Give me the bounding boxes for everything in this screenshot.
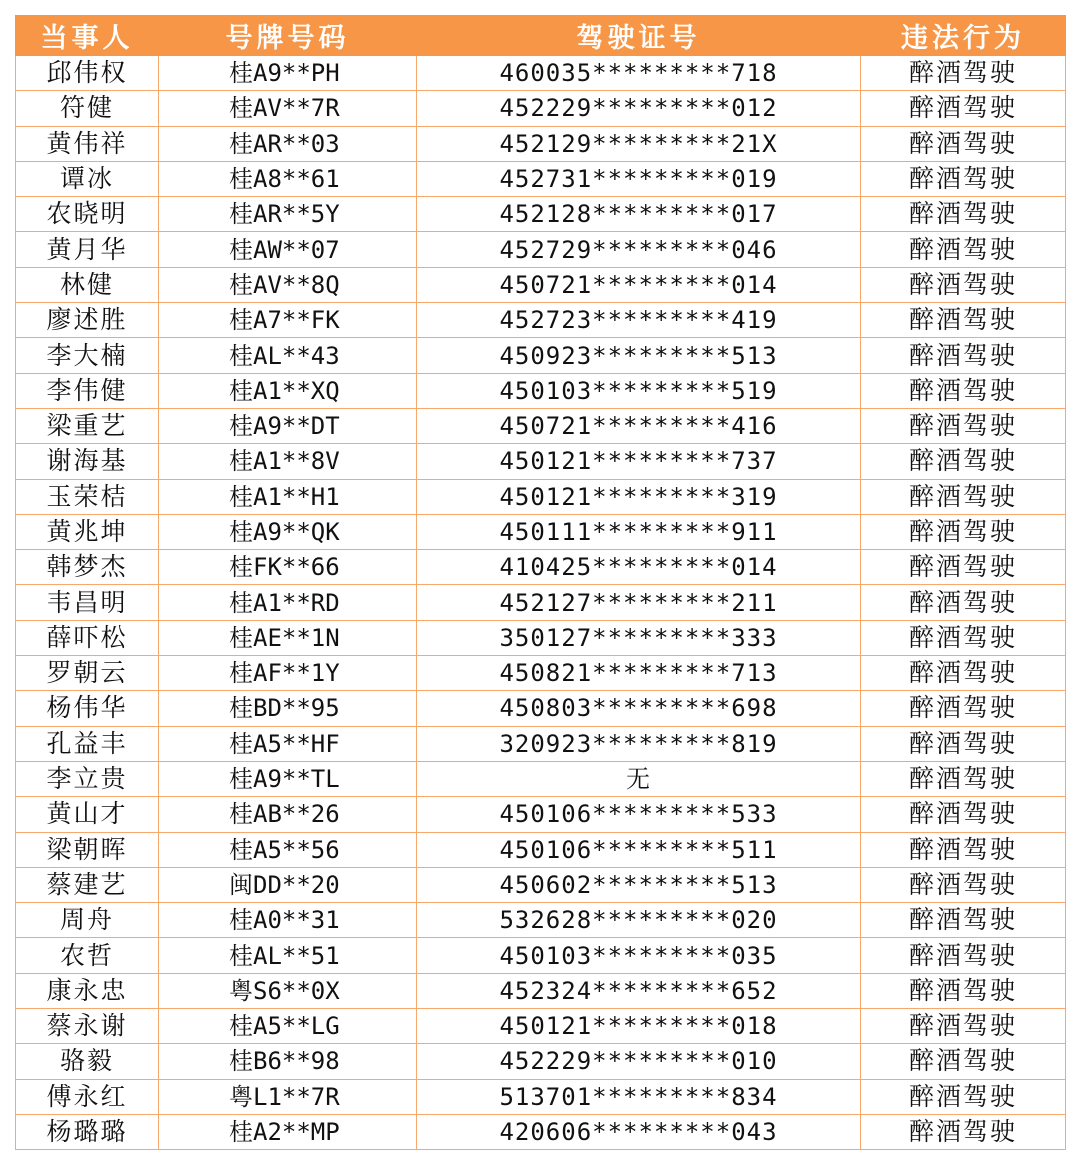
plate-number-cell: 桂A9**DT	[159, 408, 417, 443]
license-number-cell: 320923*********819	[417, 726, 861, 761]
violation-cell: 醉酒驾驶	[861, 126, 1066, 161]
table-row	[16, 408, 1066, 443]
violation-cell: 醉酒驾驶	[861, 938, 1066, 973]
plate-number-cell: 桂AR**03	[159, 126, 417, 161]
violation-cell: 醉酒驾驶	[861, 444, 1066, 479]
license-number-cell: 452129*********21X	[417, 126, 861, 161]
plate-number-cell: 桂AF**1Y	[159, 656, 417, 691]
license-number-cell: 450106*********511	[417, 832, 861, 867]
party-name-cell: 谢海基	[16, 444, 159, 479]
party-name-cell: 傅永红	[16, 1079, 159, 1114]
table-row	[16, 903, 1066, 938]
violation-cell: 醉酒驾驶	[861, 797, 1066, 832]
header-party: 当事人	[16, 16, 159, 56]
plate-number-cell: 桂A5**56	[159, 832, 417, 867]
table-header	[16, 16, 1066, 56]
plate-number-cell: 桂A1**8V	[159, 444, 417, 479]
license-number-cell: 452128*********017	[417, 197, 861, 232]
license-number-cell: 513701*********834	[417, 1079, 861, 1114]
party-name-cell: 薛吓松	[16, 620, 159, 655]
violation-cell: 醉酒驾驶	[861, 691, 1066, 726]
party-name-cell: 骆毅	[16, 1044, 159, 1079]
plate-number-cell: 桂A0**31	[159, 903, 417, 938]
violation-cell: 醉酒驾驶	[861, 550, 1066, 585]
table-row	[16, 691, 1066, 726]
license-number-cell: 无	[417, 761, 861, 796]
violation-cell: 醉酒驾驶	[861, 197, 1066, 232]
table-row	[16, 1079, 1066, 1114]
license-number-cell: 450923*********513	[417, 338, 861, 373]
table-row	[16, 761, 1066, 796]
party-name-cell: 黄山才	[16, 797, 159, 832]
license-number-cell: 450121*********319	[417, 479, 861, 514]
table-row	[16, 91, 1066, 126]
plate-number-cell: 粤S6**0X	[159, 973, 417, 1008]
plate-number-cell: 桂AB**26	[159, 797, 417, 832]
plate-number-cell: 粤L1**7R	[159, 1079, 417, 1114]
table-row	[16, 550, 1066, 585]
table-row	[16, 726, 1066, 761]
table-row	[16, 938, 1066, 973]
party-name-cell: 李伟健	[16, 373, 159, 408]
license-number-cell: 450602*********513	[417, 867, 861, 902]
violation-cell: 醉酒驾驶	[861, 656, 1066, 691]
table-row	[16, 797, 1066, 832]
table-row	[16, 832, 1066, 867]
table-row	[16, 585, 1066, 620]
party-name-cell: 邱伟权	[16, 56, 159, 91]
party-name-cell: 农哲	[16, 938, 159, 973]
plate-number-cell: 闽DD**20	[159, 867, 417, 902]
header-license-number: 驾驶证号	[417, 16, 861, 56]
violation-cell: 醉酒驾驶	[861, 585, 1066, 620]
table-row	[16, 479, 1066, 514]
party-name-cell: 周舟	[16, 903, 159, 938]
table-row	[16, 303, 1066, 338]
license-number-cell: 450103*********035	[417, 938, 861, 973]
violation-cell: 醉酒驾驶	[861, 832, 1066, 867]
party-name-cell: 林健	[16, 267, 159, 302]
table-row	[16, 514, 1066, 549]
table-row	[16, 620, 1066, 655]
violation-cell: 醉酒驾驶	[861, 56, 1066, 91]
drunk-driving-violations-table	[15, 15, 1066, 1150]
violation-cell: 醉酒驾驶	[861, 232, 1066, 267]
violation-cell: 醉酒驾驶	[861, 761, 1066, 796]
party-name-cell: 农晓明	[16, 197, 159, 232]
table-row	[16, 1044, 1066, 1079]
plate-number-cell: 桂A1**H1	[159, 479, 417, 514]
violation-cell: 醉酒驾驶	[861, 479, 1066, 514]
violation-cell: 醉酒驾驶	[861, 867, 1066, 902]
plate-number-cell: 桂BD**95	[159, 691, 417, 726]
header-plate-number: 号牌号码	[159, 16, 417, 56]
plate-number-cell: 桂A1**XQ	[159, 373, 417, 408]
plate-number-cell: 桂A2**MP	[159, 1114, 417, 1149]
table-row	[16, 56, 1066, 91]
plate-number-cell: 桂FK**66	[159, 550, 417, 585]
license-number-cell: 452729*********046	[417, 232, 861, 267]
table-row	[16, 373, 1066, 408]
license-number-cell: 452229*********012	[417, 91, 861, 126]
plate-number-cell: 桂A8**61	[159, 161, 417, 196]
plate-number-cell: 桂AV**8Q	[159, 267, 417, 302]
table-row	[16, 126, 1066, 161]
license-number-cell: 532628*********020	[417, 903, 861, 938]
party-name-cell: 杨伟华	[16, 691, 159, 726]
violation-cell: 醉酒驾驶	[861, 1009, 1066, 1044]
party-name-cell: 黄月华	[16, 232, 159, 267]
table-row	[16, 232, 1066, 267]
violation-cell: 醉酒驾驶	[861, 338, 1066, 373]
party-name-cell: 康永忠	[16, 973, 159, 1008]
license-number-cell: 350127*********333	[417, 620, 861, 655]
table-row	[16, 338, 1066, 373]
table-row	[16, 1009, 1066, 1044]
plate-number-cell: 桂A5**LG	[159, 1009, 417, 1044]
violation-cell: 醉酒驾驶	[861, 91, 1066, 126]
party-name-cell: 蔡建艺	[16, 867, 159, 902]
violations-table-container	[15, 15, 1065, 1150]
table-row	[16, 267, 1066, 302]
plate-number-cell: 桂A9**PH	[159, 56, 417, 91]
license-number-cell: 450103*********519	[417, 373, 861, 408]
party-name-cell: 韦昌明	[16, 585, 159, 620]
plate-number-cell: 桂A5**HF	[159, 726, 417, 761]
license-number-cell: 452324*********652	[417, 973, 861, 1008]
license-number-cell: 450106*********533	[417, 797, 861, 832]
violation-cell: 醉酒驾驶	[861, 1044, 1066, 1079]
party-name-cell: 李立贵	[16, 761, 159, 796]
table-row	[16, 161, 1066, 196]
table-row	[16, 1114, 1066, 1149]
party-name-cell: 韩梦杰	[16, 550, 159, 585]
plate-number-cell: 桂A9**TL	[159, 761, 417, 796]
plate-number-cell: 桂AW**07	[159, 232, 417, 267]
license-number-cell: 452723*********419	[417, 303, 861, 338]
party-name-cell: 符健	[16, 91, 159, 126]
header-row	[16, 16, 1066, 56]
violation-cell: 醉酒驾驶	[861, 161, 1066, 196]
party-name-cell: 黄兆坤	[16, 514, 159, 549]
party-name-cell: 梁重艺	[16, 408, 159, 443]
plate-number-cell: 桂B6**98	[159, 1044, 417, 1079]
license-number-cell: 450821*********713	[417, 656, 861, 691]
license-number-cell: 452731*********019	[417, 161, 861, 196]
plate-number-cell: 桂A1**RD	[159, 585, 417, 620]
party-name-cell: 李大楠	[16, 338, 159, 373]
plate-number-cell: 桂AV**7R	[159, 91, 417, 126]
plate-number-cell: 桂A9**QK	[159, 514, 417, 549]
violation-cell: 醉酒驾驶	[861, 303, 1066, 338]
party-name-cell: 廖述胜	[16, 303, 159, 338]
party-name-cell: 蔡永谢	[16, 1009, 159, 1044]
table-row	[16, 656, 1066, 691]
license-number-cell: 452229*********010	[417, 1044, 861, 1079]
violation-cell: 醉酒驾驶	[861, 373, 1066, 408]
party-name-cell: 谭冰	[16, 161, 159, 196]
table-row	[16, 197, 1066, 232]
party-name-cell: 玉荣桔	[16, 479, 159, 514]
violation-cell: 醉酒驾驶	[861, 267, 1066, 302]
party-name-cell: 孔益丰	[16, 726, 159, 761]
party-name-cell: 罗朝云	[16, 656, 159, 691]
license-number-cell: 460035*********718	[417, 56, 861, 91]
violation-cell: 醉酒驾驶	[861, 973, 1066, 1008]
plate-number-cell: 桂AE**1N	[159, 620, 417, 655]
license-number-cell: 450121*********737	[417, 444, 861, 479]
plate-number-cell: 桂AR**5Y	[159, 197, 417, 232]
license-number-cell: 420606*********043	[417, 1114, 861, 1149]
party-name-cell: 黄伟祥	[16, 126, 159, 161]
license-number-cell: 450121*********018	[417, 1009, 861, 1044]
violation-cell: 醉酒驾驶	[861, 1079, 1066, 1114]
table-row	[16, 867, 1066, 902]
violation-cell: 醉酒驾驶	[861, 620, 1066, 655]
license-number-cell: 450803*********698	[417, 691, 861, 726]
plate-number-cell: 桂AL**51	[159, 938, 417, 973]
license-number-cell: 410425*********014	[417, 550, 861, 585]
license-number-cell: 450721*********416	[417, 408, 861, 443]
violation-cell: 醉酒驾驶	[861, 408, 1066, 443]
party-name-cell: 杨璐璐	[16, 1114, 159, 1149]
table-row	[16, 973, 1066, 1008]
violation-cell: 醉酒驾驶	[861, 726, 1066, 761]
violation-cell: 醉酒驾驶	[861, 903, 1066, 938]
license-number-cell: 450721*********014	[417, 267, 861, 302]
table-body	[16, 56, 1066, 1150]
plate-number-cell: 桂AL**43	[159, 338, 417, 373]
license-number-cell: 450111*********911	[417, 514, 861, 549]
violation-cell: 醉酒驾驶	[861, 514, 1066, 549]
plate-number-cell: 桂A7**FK	[159, 303, 417, 338]
header-violation: 违法行为	[861, 16, 1066, 56]
license-number-cell: 452127*********211	[417, 585, 861, 620]
table-row	[16, 444, 1066, 479]
party-name-cell: 梁朝晖	[16, 832, 159, 867]
violation-cell: 醉酒驾驶	[861, 1114, 1066, 1149]
